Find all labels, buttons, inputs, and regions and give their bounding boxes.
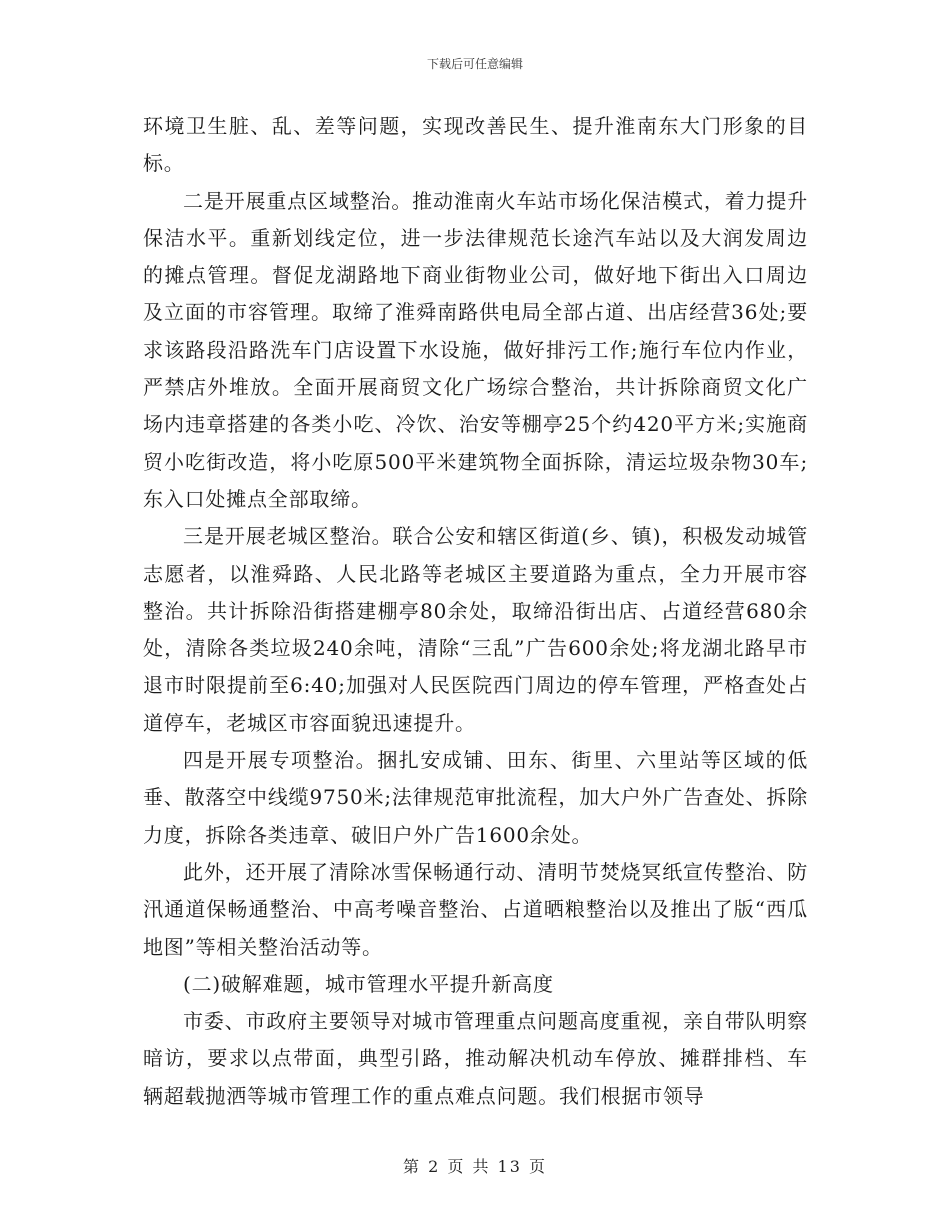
paragraph-2: 二是开展重点区域整治。推动淮南火车站市场化保洁模式，着力提升保洁水平。重新划线定位，进一步法律规范长途汽车站以及大润发周边的摊点管理。督促龙湖路地下商业街物业公司，做好地下街出入口周边及立面的市容管理。取缔了淮舜南路供电局全部占道、出店经营36处;要求该路段沿路洗车门店设置下水设施，做好排污工作;施行车位内作业，严禁店外堆放。全面开展商贸文化广场综合整治，共计拆除商贸文化广场内违章搭建的各类小吃、冷饮、治安等棚亭25个约420平方米;实施商贸小吃街改造，将小吃原500平米建筑物全面拆除，清运垃圾杂物30车;东入口处摊点全部取缔。 xyxy=(143,188,808,511)
page-number: 第 2 页 共 13 页 xyxy=(403,1157,547,1176)
paragraph-4: 四是开展专项整治。捆扎安成铺、田东、街里、六里站等区域的低垂、散落空中线缆9750米;法律规范审批流程，加大户外广告查处、拆除力度，拆除各类违章、破旧户外广告1600余处。 xyxy=(143,748,808,847)
paragraph-7: 市委、市政府主要领导对城市管理重点问题高度重视，亲自带队明察暗访，要求以点带面，典型引路，推动解决机动车停放、摊群排档、车辆超载抛洒等城市管理工作的重点难点问题。我们根据市领导 xyxy=(143,1009,808,1108)
paragraph-3: 三是开展老城区整治。联合公安和辖区街道(乡、镇)，积极发动城管志愿者，以淮舜路、人民北路等老城区主要道路为重点，全力开展市容整治。共计拆除沿街搭建棚亭80余处，取缔沿街出店、占道经营680余处，清除各类垃圾240余吨，清除“三乱”广告600余处;将龙湖北路早市退市时限提前至6:40;加强对人民医院西门周边的停车管理，严格查处占道停车，老城区市容面貌迅速提升。 xyxy=(143,524,808,735)
section-heading: (二)破解难题，城市管理水平提升新高度 xyxy=(183,971,554,996)
page-header: 下载后可任意编辑 xyxy=(426,57,523,71)
paragraph-1: 环境卫生脏、乱、差等问题，实现改善民生、提升淮南东大门形象的目标。 xyxy=(143,114,808,176)
document-body xyxy=(143,108,808,1115)
paragraph-5: 此外，还开展了清除冰雪保畅通行动、清明节焚烧冥纸宣传整治、防汛通道保畅通整治、中高考噪音整治、占道晒粮整治以及推出了版“西瓜地图”等相关整治活动等。 xyxy=(143,859,808,959)
